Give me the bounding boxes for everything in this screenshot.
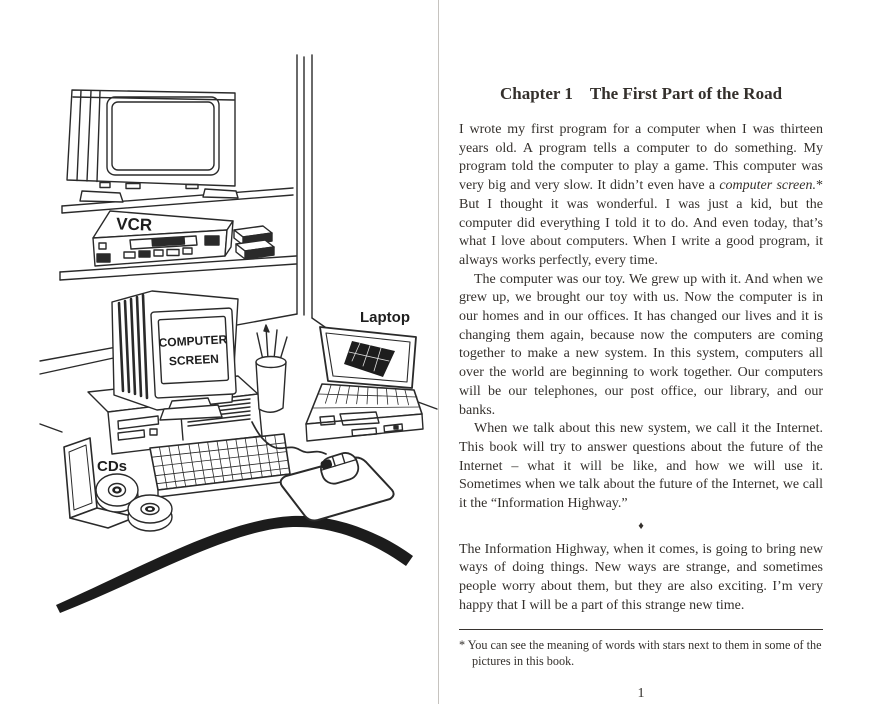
footnote-star-inline: * <box>815 178 823 194</box>
paragraph-1-text: I wrote my first program for a computer when I was thirteen years old. A program tells a computer to do something. My program told the computer to play a game. This computer was very big and very slow. It didn’t even have a <box>459 122 823 194</box>
paragraph-1 <box>459 121 823 271</box>
section-separator-diamond: ♦ <box>638 519 644 532</box>
footnote-rule <box>459 629 823 630</box>
road-swoosh <box>56 516 413 613</box>
paragraph-1-italic: computer screen. <box>719 178 816 194</box>
paragraph-3: When we talk about this new system, we call it the Internet. This book will try to answer questions about the future of the Internet – what it will be like, and how we will use it. Sometimes when we talk about the future of the Internet, we call it the “Information Highway.” <box>459 421 823 512</box>
vcr-player <box>93 211 233 266</box>
chapter-title: The First Part of the Road <box>589 84 783 103</box>
right-page <box>459 84 823 702</box>
footnote <box>459 637 823 669</box>
laptop <box>306 309 423 441</box>
paragraph-2: The computer was our toy. We grew up with it. And when we grew up, we brought our toy with us. Now the computer is in our homes and in our offices. It has changed our lives and it is changing them again, because now the computers are coming together to make a new system. In this system, computers all over the world are beginning to work together. Our computers will be our telephones, our post office, our library, and our banks. <box>459 271 823 418</box>
footnote-text: You can see the meaning of words with stars next to them in some of the pictures in this book. <box>467 637 822 668</box>
computer-screen-label-line2: SCREEN <box>168 351 220 369</box>
video-tapes <box>234 226 274 259</box>
wall-corner-lines <box>297 55 312 318</box>
footnote-marker: * <box>459 637 466 652</box>
cds-label: CDs <box>96 458 128 475</box>
pencil-cup <box>256 325 287 412</box>
chapter-heading <box>459 84 823 104</box>
computer-monitor <box>112 291 238 420</box>
vcr-label: VCR <box>115 214 153 235</box>
paragraph-1-text-after: But I thought it was wonderful. I was just a kid, but the computer did everything I told it to do. And even today, that’s what I love about computers. When I write a good program, it always works perfectly, every time. <box>459 196 823 268</box>
laptop-label: Laptop <box>360 309 410 326</box>
chapter-number: Chapter 1 <box>499 84 573 103</box>
television <box>67 90 238 202</box>
page-gutter-line <box>438 0 439 704</box>
computer-screen-label-line1: COMPUTER <box>158 332 228 350</box>
page-number: 1 <box>637 685 645 701</box>
paragraph-4: The Information Highway, when it comes, is going to bring new ways of doing things. New ways are strange, and sometimes people worry about them, but they are also exciting. I’m very happy that I will be a part of this strange new time. <box>459 541 823 613</box>
